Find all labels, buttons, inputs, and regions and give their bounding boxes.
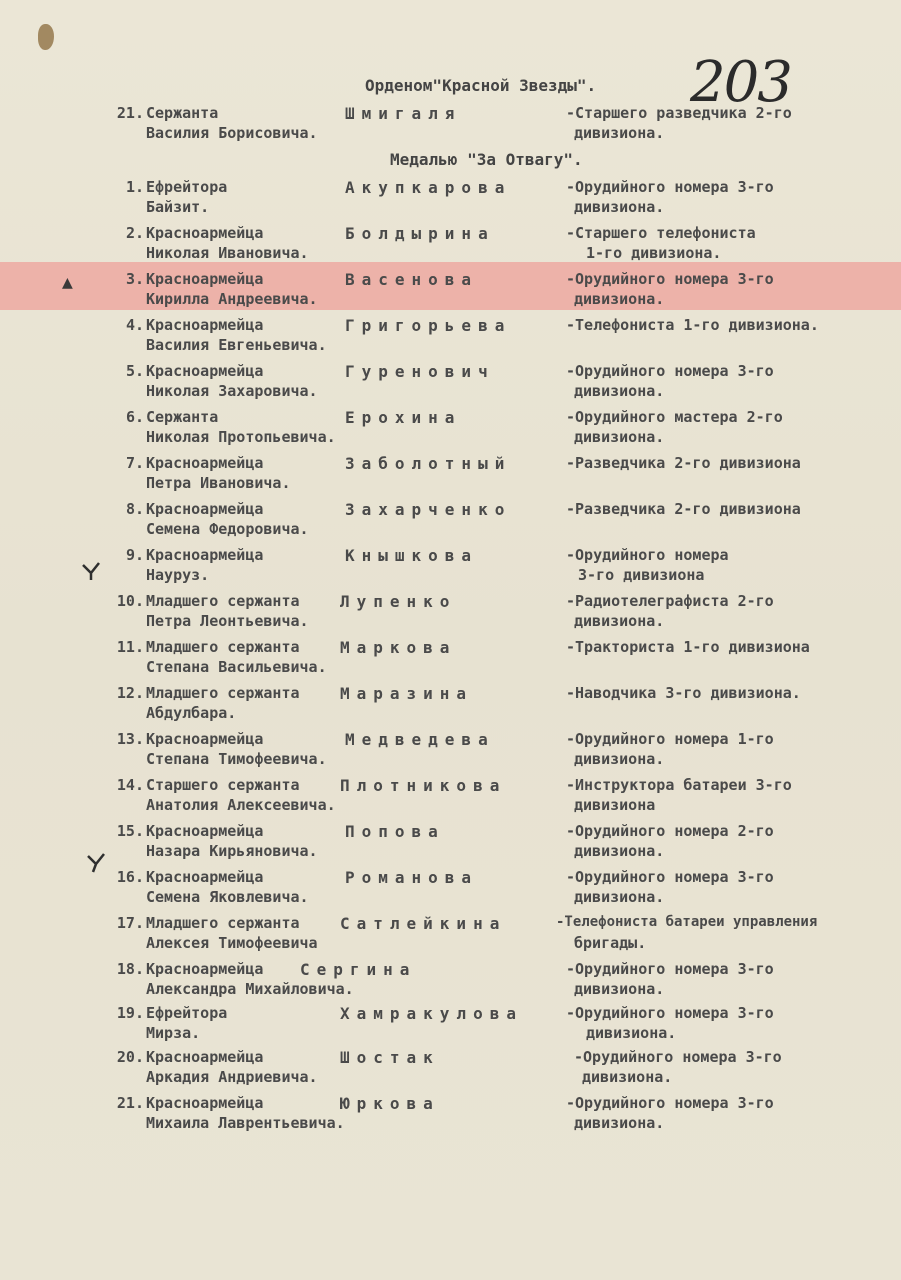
entry-rank: Сержанта [146,104,219,122]
entry-given-name: Михаила Лаврентьевича. [146,1114,345,1132]
award-entry [0,638,901,682]
entry-position: -Орудийного номера 3-го [566,362,774,380]
entry-given-name: Николая Захаровича. [146,382,318,400]
entry-number: 5. [125,362,144,380]
entry-position: -Орудийного номера 2-го [566,822,774,840]
entry-number: 7. [125,454,144,472]
award-entry [0,868,901,912]
entry-number: 9. [125,546,144,564]
entry-rank: Красноармейца [146,960,264,978]
entry-number: 10. [116,592,144,610]
entry-number: 21. [116,1094,144,1112]
entry-given-name: Мирза. [146,1024,201,1042]
entry-given-name: Николая Ивановича. [146,244,309,262]
award-entry [0,500,901,544]
entry-rank: Младшего сержанта [146,638,300,656]
handwritten-page-number: 203 [690,50,791,115]
entry-position-cont: дивизиона. [574,750,665,768]
entry-rank: Красноармейца [146,868,264,886]
entry-surname: Заболотный [345,454,512,473]
entry-rank: Красноармейца [146,316,264,334]
highlight-triangle-icon: ▲ [62,272,73,293]
pencil-check-icon [80,560,102,582]
entry-position: -Орудийного номера [566,546,729,564]
entry-given-name: Назара Кирьяновича. [146,842,318,860]
entry-position: -Старшего разведчика 2-го [566,104,792,122]
entry-given-name: Степана Тимофеевича. [146,750,327,768]
entry-surname: Захарченко [345,500,512,519]
entry-number: 16. [116,868,144,886]
entry-number: 6. [125,408,144,426]
entry-number: 17. [116,914,144,932]
entry-rank: Красноармейца [146,454,264,472]
entry-position-cont: дивизиона. [586,1024,677,1042]
entry-surname: Юркова [340,1094,440,1113]
entry-rank: Красноармейца [146,546,264,564]
entry-position: -Инструктора батареи 3-го [566,776,792,794]
entry-rank: Младшего сержанта [146,914,300,932]
entry-position: -Орудийного номера 3-го [566,868,774,886]
entry-position: -Тракториста 1-го дивизиона [566,638,810,656]
entry-given-name: Байзит. [146,198,210,216]
entry-position: -Разведчика 2-го дивизиона [566,454,801,472]
entry-number: 14. [116,776,144,794]
entry-given-name: Василия Евгеньевича. [146,336,327,354]
entry-number: 8. [125,500,144,518]
entry-surname: Шостак [340,1048,440,1067]
entry-rank: Красноармейца [146,224,264,242]
entry-rank: Старшего сержанта [146,776,300,794]
award-entry [0,224,901,268]
heading-order-red-star: Орденом"Красной Звезды". [365,76,597,95]
entry-rank: Сержанта [146,408,219,426]
entry-surname: Маркова [340,638,457,657]
entry-position-cont: 3-го дивизиона [578,566,705,584]
award-entry [0,822,901,866]
heading-medal-bravery: Медалью "За Отвагу". [390,150,583,169]
entry-position: -Наводчика 3-го дивизиона. [566,684,801,702]
entry-position: -Разведчика 2-го дивизиона [566,500,801,518]
entry-given-name: Василия Борисовича. [146,124,318,142]
entry-rank: Ефрейтора [146,1004,228,1022]
entry-surname: Григорьева [345,316,512,335]
entry-position: -Орудийного номера 3-го [566,960,774,978]
entry-rank: Красноармейца [146,1048,264,1066]
entry-surname: Сатлейкина [340,914,507,933]
award-entry [0,408,901,452]
award-entry [0,730,901,774]
entry-position-cont: дивизиона. [574,612,665,630]
entry-given-name: Аркадия Андриевича. [146,1068,318,1086]
award-entry-highlighted [0,270,901,314]
entry-rank: Красноармейца [146,270,264,288]
entry-rank: Красноармейца [146,730,264,748]
entry-number: 20. [116,1048,144,1066]
entry-position-cont: дивизиона. [574,980,665,998]
entry-given-name: Николая Протопьевича. [146,428,336,446]
entry-position-cont: дивизиона. [574,842,665,860]
entry-given-name: Абдулбара. [146,704,237,722]
entry-position-cont: дивизиона. [574,198,665,216]
entry-given-name: Науруз. [146,566,210,584]
entry-number: 3. [125,270,144,288]
entry-position-cont: дивизиона. [582,1068,673,1086]
entry-surname: Сергина [300,960,417,979]
entry-position: -Телефониста батареи управления [556,914,818,930]
entry-surname: Плотникова [340,776,507,795]
entry-number: 15. [116,822,144,840]
entry-position-cont: дивизиона. [574,428,665,446]
entry-surname: Попова [345,822,445,841]
award-entry [0,1004,901,1048]
entry-position: -Орудийного номера 3-го [566,1004,774,1022]
award-entry [0,914,901,958]
entry-position: -Орудийного мастера 2-го [566,408,783,426]
award-entry [0,1094,901,1138]
award-entry [0,960,901,1004]
entry-given-name: Алексея Тимофеевича [146,934,318,952]
entry-position-cont: дивизиона. [574,124,665,142]
entry-position: -Орудийного номера 3-го [566,178,774,196]
entry-number: 12. [116,684,144,702]
award-entry [0,592,901,636]
entry-position-cont: дивизиона. [574,888,665,906]
entry-given-name: Александра Михайловича. [146,980,354,998]
entry-number: 21. [116,104,144,122]
entry-position: -Орудийного номера 1-го [566,730,774,748]
entry-rank: Младшего сержанта [146,684,300,702]
entry-given-name: Степана Васильевича. [146,658,327,676]
entry-surname: Маразина [340,684,474,703]
entry-position-cont: бригады. [574,934,647,952]
entry-position: -Орудийного номера 3-го [566,270,774,288]
entry-rank: Красноармейца [146,822,264,840]
entry-rank: Красноармейца [146,500,264,518]
award-entry [0,1048,901,1092]
award-entry [0,454,901,498]
award-entry [0,546,901,590]
entry-rank: Красноармейца [146,362,264,380]
pencil-check-icon [85,852,107,874]
award-entry [0,104,901,148]
entry-number: 4. [125,316,144,334]
entry-given-name: Семена Яковлевича. [146,888,309,906]
entry-number: 2. [125,224,144,242]
entry-rank: Ефрейтора [146,178,228,196]
entry-position-cont: дивизиона. [574,1114,665,1132]
entry-number: 19. [116,1004,144,1022]
entry-given-name: Семена Федоровича. [146,520,309,538]
entry-rank: Красноармейца [146,1094,264,1112]
award-entry [0,684,901,728]
ink-stain [38,24,54,50]
entry-number: 13. [116,730,144,748]
entry-surname: Хамракулова [340,1004,523,1023]
award-entry [0,776,901,820]
award-entry [0,362,901,406]
entry-position: -Телефониста 1-го дивизиона. [566,316,819,334]
entry-given-name: Кирилла Андреевича. [146,290,318,308]
entry-surname: Кнышкова [345,546,479,565]
entry-position-cont: 1-го дивизиона. [586,244,722,262]
entry-given-name: Петра Леонтьевича. [146,612,309,630]
entry-position-cont: дивизиона [574,796,656,814]
entry-surname: Романова [345,868,479,887]
entry-number: 18. [116,960,144,978]
entry-position-cont: дивизиона. [574,290,665,308]
entry-surname: Болдырина [345,224,495,243]
entry-surname: Гуренович [345,362,495,381]
entry-given-name: Петра Ивановича. [146,474,291,492]
entry-position: -Радиотелеграфиста 2-го [566,592,774,610]
entry-surname: Ерохина [345,408,462,427]
entry-position: -Орудийного номера 3-го [566,1094,774,1112]
award-entry [0,316,901,360]
entry-surname: Медведева [345,730,495,749]
entry-surname: Лупенко [340,592,457,611]
entry-position-cont: дивизиона. [574,382,665,400]
entry-given-name: Анатолия Алексеевича. [146,796,336,814]
entry-rank: Младшего сержанта [146,592,300,610]
entry-number: 1. [125,178,144,196]
entry-position: -Старшего телефониста [566,224,756,242]
entry-surname: Акупкарова [345,178,512,197]
award-entry [0,178,901,222]
entry-position: -Орудийного номера 3-го [574,1048,782,1066]
entry-surname: Васенова [345,270,479,289]
entry-surname: Шмигаля [345,104,462,123]
entry-number: 11. [116,638,144,656]
